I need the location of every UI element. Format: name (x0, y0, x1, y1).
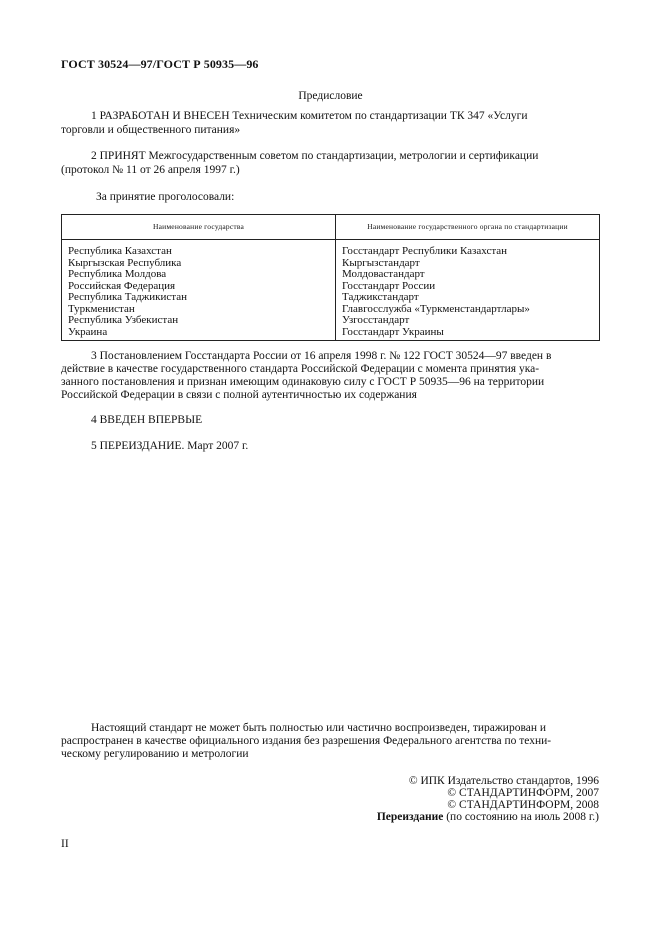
state-name: Туркменистан (68, 302, 135, 315)
item3-line4: Российской Федерации в связи с полной аутентичностью их содержания (61, 389, 417, 401)
notice-line1: Настоящий стандарт не может быть полностью или частично воспроизведен, тиражирован и (91, 722, 547, 734)
item1-label: 1 РАЗРАБОТАН И ВНЕСЕН (91, 110, 230, 122)
copyright-2008: © СТАНДАРТИНФОРМ, 2008 (447, 799, 599, 811)
standards-body: Главгосслужба «Туркменстандартлары» (342, 302, 530, 315)
standards-body: Узгосстандарт (342, 314, 410, 326)
item2-line2: (протокол № 11 от 26 апреля 1997 г.) (61, 164, 240, 176)
bodies-column (336, 240, 600, 341)
item2-line1 (91, 150, 599, 163)
state-name: Российская Федерация (68, 279, 176, 292)
reprint-label: Переиздание (376, 811, 444, 823)
item1-line1 (91, 110, 599, 123)
table-header-state: Наименование государства (62, 215, 336, 240)
standard-code-header: ГОСТ 30524—97/ГОСТ Р 50935—96 (61, 57, 259, 71)
standards-body: Кыргызстандарт (342, 256, 420, 269)
item1-text: Техническим комитетом по стандартизации ТК 347 «Услуги (232, 110, 528, 122)
notice-line3: ческому регулированию и метрологии (61, 748, 249, 760)
voted-text: За принятие проголосовали: (96, 191, 235, 203)
item2-text: Межгосударственным советом по стандартизации, метрологии и сертификации (148, 150, 539, 162)
state-name: Республика Молдова (68, 268, 167, 280)
page-number: II (61, 838, 69, 850)
copyright-2007: © СТАНДАРТИНФОРМ, 2007 (447, 787, 599, 799)
standards-body: Госстандарт Украины (342, 325, 444, 338)
reprint-line (199, 811, 599, 824)
item4-text: 4 ВВЕДЕН ВПЕРВЫЕ (91, 414, 203, 426)
preface-title: Предисловие (298, 90, 363, 102)
item1-line2: торговли и общественного питания» (61, 124, 241, 136)
states-column (62, 240, 336, 341)
item5-line (91, 440, 248, 453)
state-name: Республика Казахстан (68, 245, 172, 257)
copyright-1996: © ИПК Издательство стандартов, 1996 (408, 775, 599, 787)
state-name: Республика Таджикистан (68, 291, 187, 303)
item2-label: 2 ПРИНЯТ (91, 150, 146, 162)
standards-body: Госстандарт Республики Казахстан (342, 245, 508, 257)
item3-line1: 3 Постановлением Госстандарта России от 16 апреля 1998 г. № 122 ГОСТ 30524—97 введен в (91, 350, 552, 362)
item5-label: 5 ПЕРЕИЗДАНИЕ. (91, 440, 185, 452)
item5-text: Март 2007 г. (187, 440, 249, 452)
standards-body: Таджикстандарт (342, 291, 419, 303)
item3-line2: действие в качестве государственного стандарта Российской Федерации с момента принятия ука- (61, 363, 540, 375)
notice-line2: распространен в качестве официального издания без разрешения Федерального агентства по техни- (61, 735, 552, 747)
state-name: Кыргызская Республика (68, 256, 182, 269)
standards-body: Госстандарт России (342, 279, 436, 292)
item3-line3: занного постановления и признан имеющим одинаковую силу с ГОСТ Р 50935—96 на территории (61, 376, 545, 388)
standards-body: Молдовастандарт (342, 268, 425, 280)
state-name: Украина (68, 325, 108, 338)
states-table (61, 214, 600, 341)
table-header-body: Наименование государственного органа по стандартизации (336, 215, 600, 240)
reprint-text: (по состоянию на июль 2008 г.) (446, 811, 599, 823)
state-name: Республика Узбекистан (68, 314, 179, 326)
